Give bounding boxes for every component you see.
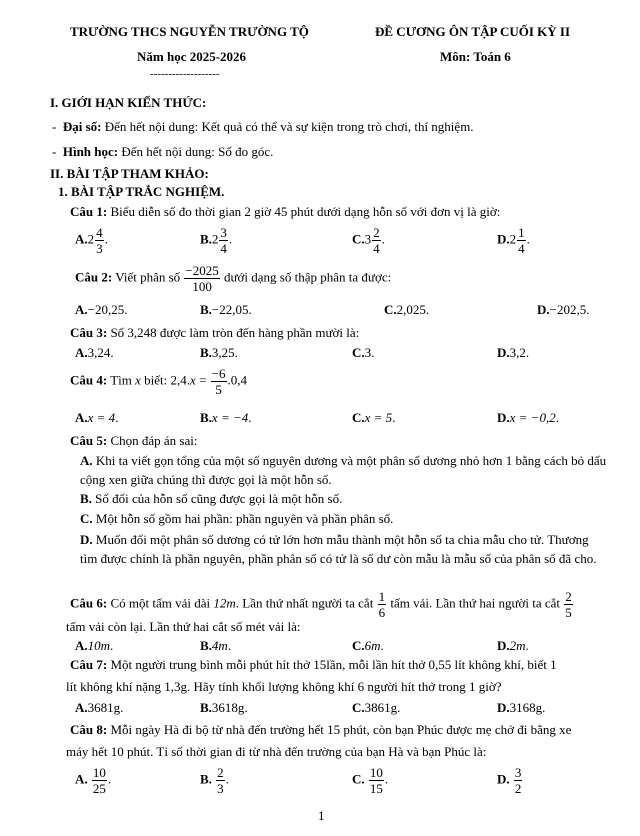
q7-option-c: C.3861g. xyxy=(352,700,401,715)
section-1-heading: I. GIỚI HẠN KIẾN THỨC: xyxy=(50,95,207,110)
q5-option-c: C. Một hỗn số gồm hai phần: phần nguyên và phần phân số. xyxy=(80,511,394,526)
q2-option-d: D.−202,5. xyxy=(537,302,590,317)
question-2: Câu 2: Viết phân số $\frac{-2025}{100}$ dưới dạng số thập phân ta được: xyxy=(75,263,392,294)
q4-option-a: A.x = 4. xyxy=(75,410,119,425)
q8-option-b: B. $\frac{2}{3}$ . xyxy=(200,765,229,796)
q8-option-d: D. $\frac{3}{2}$ xyxy=(497,765,522,796)
item-text: Đến hết nội dung: Kết quả có thể và sự kiện trong trò chơi, thí nghiệm. xyxy=(101,119,474,134)
q7-option-d: D.3168g. xyxy=(497,700,546,715)
question-6: Câu 6: Có một tấm vải dài 12m. Lần thứ nhất người ta cắt $\frac{1}{6}$ tấm vải. Lần thứ hai người ta cắt $\frac{2}{5}$ xyxy=(70,589,572,620)
section-1-item-geometry: - Hình học: Đến hết nội dung: Số đo góc. xyxy=(52,144,274,159)
section-2-heading: II. BÀI TẬP THAM KHẢO: xyxy=(50,166,209,181)
q1-option-a: A.2 $\frac{4}{3}$ . xyxy=(75,225,108,256)
q3-option-d: D.3,2. xyxy=(497,345,530,360)
q1-option-b: B.2 $\frac{3}{4}$ . xyxy=(200,225,233,256)
question-1 xyxy=(70,204,500,220)
q6-option-a: A.10m. xyxy=(75,638,114,653)
item-label: Hình học: xyxy=(62,144,119,159)
q1-option-d: D.2 $\frac{1}{4}$ . xyxy=(497,225,530,256)
q6-option-c: C.6m. xyxy=(352,638,384,653)
question-text: Biểu diễn số đo thời gian 2 giờ 45 phút dưới dạng hỗn số với đơn vị là giờ: xyxy=(107,204,501,219)
school-year: Năm học 2025-2026 xyxy=(137,49,247,64)
q2-option-c: C.2,025. xyxy=(384,302,430,317)
q4-option-b: B.x = −4. xyxy=(200,410,252,425)
question-6-line-2: tấm vải còn lại. Lần thứ hai cắt số mét vải là: xyxy=(66,619,301,634)
question-3: Câu 3: Số 3,248 được làm tròn đến hàng phần mười là: xyxy=(70,325,360,340)
item-text: Đến hết nội dung: Số đo góc. xyxy=(118,144,274,159)
q8-option-c: C. $\frac{10}{15}$ . xyxy=(352,765,389,796)
q3-option-c: C.3. xyxy=(352,345,375,360)
subject-label: Môn: Toán 6 xyxy=(440,49,511,64)
q2-option-a: A.−20,25. xyxy=(75,302,128,317)
q5-option-b: B. Số đối của hỗn số cũng được gọi là một hỗn số. xyxy=(80,491,343,506)
question-5: Câu 5: Chọn đáp án sai: xyxy=(70,433,198,448)
q6-option-b: B.4m. xyxy=(200,638,232,653)
q6-option-d: D.2m. xyxy=(497,638,529,653)
q2-option-b: B.−22,05. xyxy=(200,302,252,317)
q1-option-c: C.3 $\frac{2}{4}$ . xyxy=(352,225,385,256)
document-title: ĐỀ CƯƠNG ÔN TẬP CUỐI KỲ II xyxy=(375,24,571,39)
q5-option-d: D. Muốn đổi một phân số dương có tử lớn hơn mẫu thành một hỗn số ta chia mẫu cho tử. Thương tìm được chính là phần nguyên, phần phân số có tử là số dư còn mẫu là mẫu số của phân số đã cho. xyxy=(80,532,597,566)
q4-option-d: D.x = −0,2. xyxy=(497,410,559,425)
q3-option-a: A.3,24. xyxy=(75,345,114,360)
school-name: TRƯỜNG THCS NGUYỄN TRƯỜNG TỘ xyxy=(70,24,309,39)
q7-option-b: B.3618g. xyxy=(200,700,248,715)
section-2-subheading: 1. BÀI TẬP TRẮC NGHIỆM. xyxy=(58,184,225,199)
q4-option-c: C.x = 5. xyxy=(352,410,396,425)
question-label: Câu 1: xyxy=(70,204,108,219)
item-label: Đại số: xyxy=(62,119,102,134)
page-number: 1 xyxy=(318,808,325,823)
question-7-line-2: lít không khí nặng 1,3g. Hãy tính khối lượng không khí 6 người hít thở trong 1 giờ? xyxy=(66,679,502,694)
question-8-line-2: máy hết 10 phút. Tỉ số thời gian đi từ nhà đến trường của bạn Hà và bạn Phúc là: xyxy=(66,744,487,759)
question-4: Câu 4: Tìm x biết: 2,4.x = $\frac{-6}{5}$ .0,4 xyxy=(70,366,247,397)
q8-option-a: A. $\frac{10}{25}$ . xyxy=(75,765,112,796)
question-8: Câu 8: Mỗi ngày Hà đi bộ từ nhà đến trường hết 15 phút, còn bạn Phúc được mẹ chở đi bằng xe xyxy=(70,722,572,737)
header-divider: ------------------- xyxy=(150,68,220,80)
section-1-item-algebra: - Đại số: Đến hết nội dung: Kết quả có thể và sự kiện trong trò chơi, thí nghiệm. xyxy=(52,119,474,134)
q3-option-b: B.3,25. xyxy=(200,345,238,360)
question-7: Câu 7: Một người trung bình mỗi phút hít thở 15lần, mỗi lần hít thở 0,55 lít không khí, biết 1 xyxy=(70,657,557,672)
q5-option-a: A. Khi ta viết gọn tổng của một số nguyên dương và một phân số dương nhỏ hơn 1 bằng cách bỏ dấu cộng xen giữa chúng thì được gọi là một hỗn số. xyxy=(80,453,607,487)
q7-option-a: A.3681g. xyxy=(75,700,124,715)
